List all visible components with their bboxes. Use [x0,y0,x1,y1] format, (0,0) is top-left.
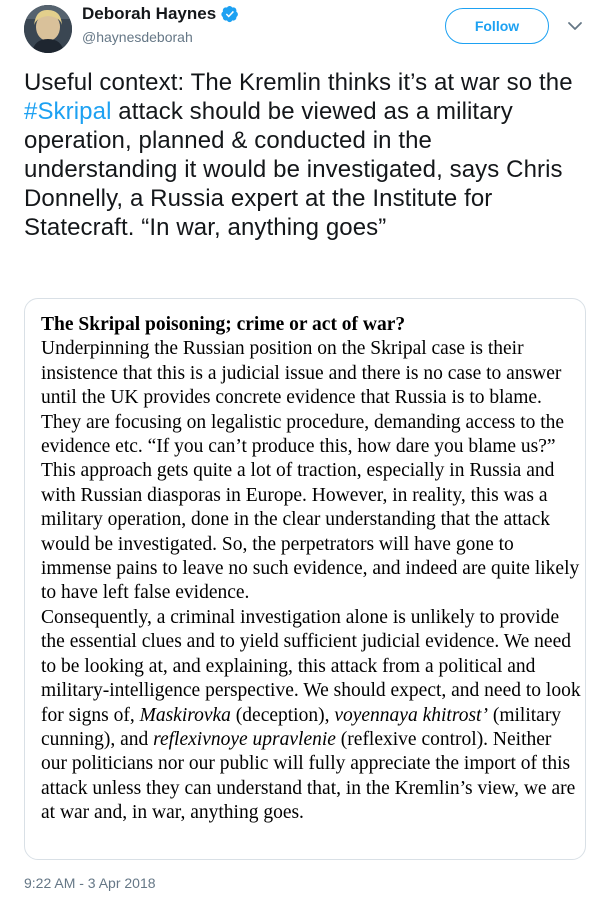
tweet-text [24,68,584,242]
follow-button[interactable]: Follow [445,8,549,44]
document-paragraph-1: Underpinning the Russian position on the Skripal case is their insistence that this is a judicial issue and there is no case to answer until the UK provides concrete evidence that Russia is to blame. They are focusing on legalistic procedure, demanding access to the evidence etc. “If you can’t produce this, how dare you blame us?” This approach gets quite a lot of traction, especially in Russia and with Russian diasporas in Europe. However, in reality, this was a military operation, done in the clear understanding that the attack would be investigated. So, the perpetrators will have gone to immense pains to leave no such evidence, and indeed are quite likely to have left false evidence. [41,338,580,604]
term-maskirovka-gloss: (deception), [230,704,335,726]
document-excerpt [41,313,581,826]
display-name-text: Deborah Haynes [82,4,217,23]
hashtag-link[interactable]: #Skripal [24,98,112,125]
term-voyennaya-khitrost: voyennaya khitrost’ [334,704,488,726]
user-handle[interactable]: @haynesdeborah [82,29,193,45]
verified-badge-icon [221,5,239,23]
tweet-timestamp[interactable]: 9:22 AM - 3 Apr 2018 [24,875,156,891]
term-reflexivnoye-upravlenie: reflexivnoye upravlenie [153,728,336,750]
document-title: The Skripal poisoning; crime or act of war? [41,314,406,335]
attached-image[interactable] [24,298,586,860]
chevron-down-icon[interactable] [566,17,584,35]
term-voyennaya-khitrost-gloss: (military cunning), and [41,704,562,750]
avatar[interactable] [24,5,72,53]
tweet-text-start: Useful context: The Kremlin thinks it’s at war so the [24,69,573,96]
paragraph-2-end: (reflexive control). Neither our politicians nor our public will fully appreciate the import of this attack unless they can understand that, in the Kremlin’s view, we are at war and, in war, anything goes. [41,728,576,824]
display-name[interactable] [82,3,239,25]
term-maskirovka: Maskirovka [139,704,231,726]
tweet-text-end: attack should be viewed as a military operation, planned & conducted in the understanding it would be investigated, says Chris Donnelly, a Russia expert at the Institute for Statecraft. “In war, anything goes” [24,98,563,241]
paragraph-2-start: Consequently, a criminal investigation alone is unlikely to provide the essential clues and to yield sufficient judicial evidence. We need to be looking at, and explaining, this attack from a political and military-intelligence perspective. We should expect, and need to look for signs of, [41,606,581,726]
avatar-image [24,5,72,53]
document-paragraph-2 [41,606,581,826]
